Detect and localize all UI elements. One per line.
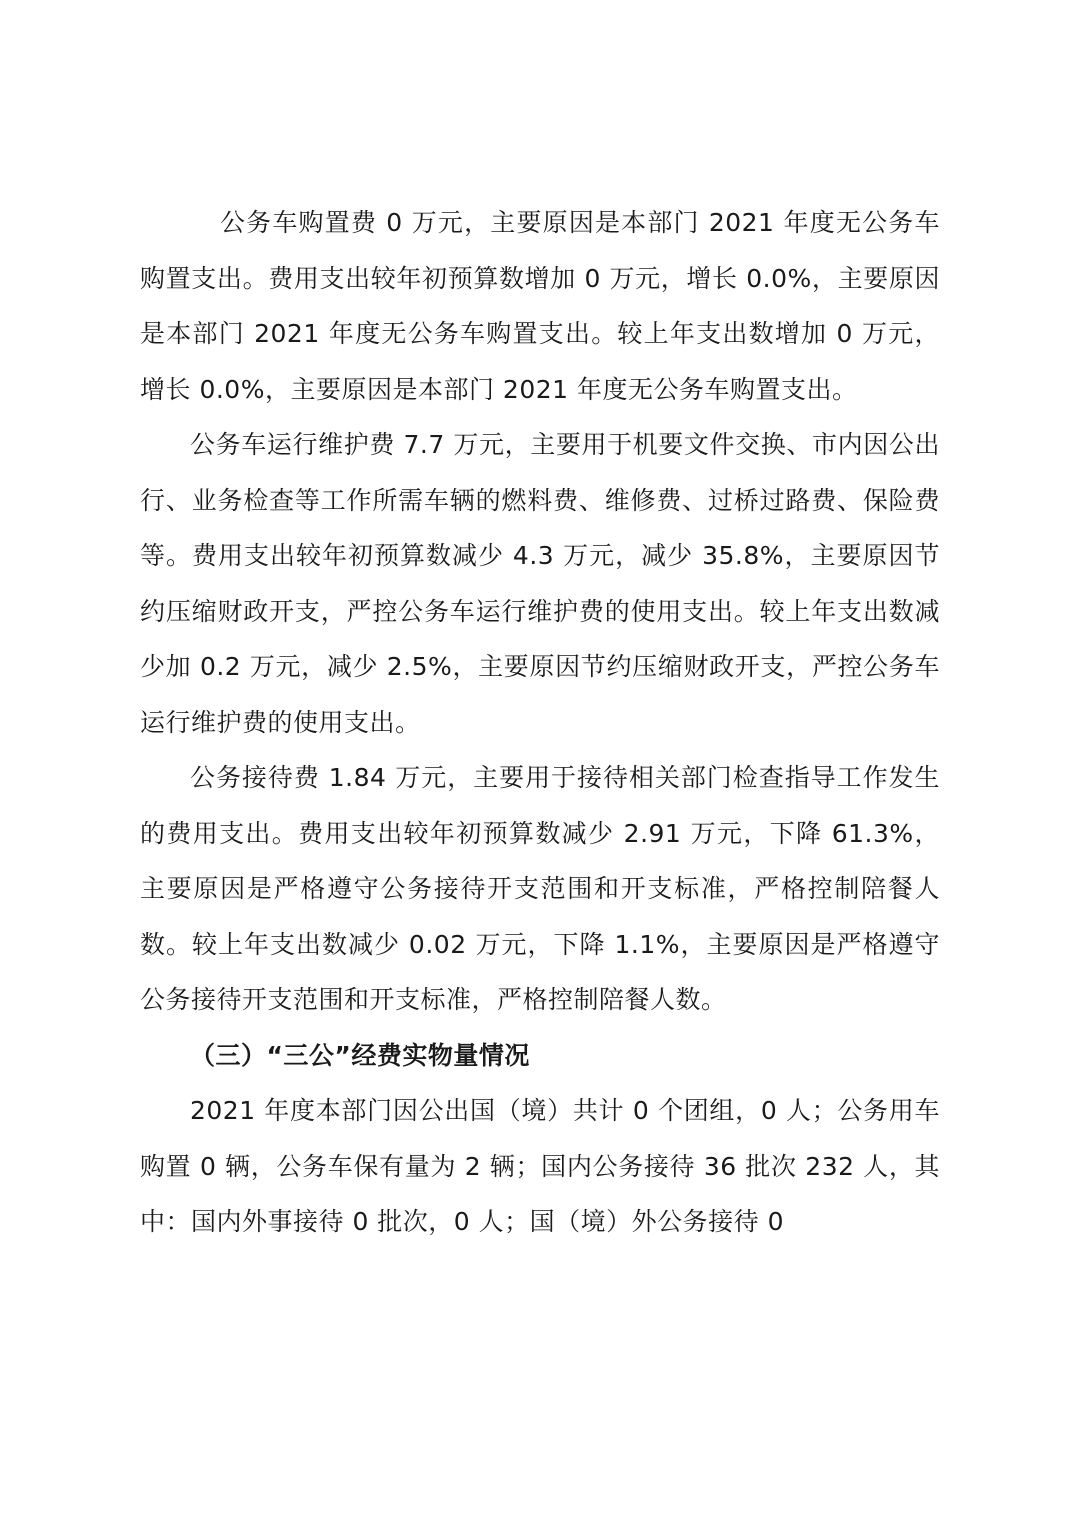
paragraph-vehicle-purchase-cost: 公务车购置费 0 万元，主要原因是本部门 2021 年度无公务车购置支出。费用支出较年初预算数增加 0 万元，增长 0.0%，主要原因是本部门 2021 年度无公务车购置支出。较上年支出数增加 0 万元，增长 0.0%，主要原因是本部门 2021 年度无公务车购置支出。 (140, 208, 940, 404)
paragraph-official-reception-cost: 公务接待费 1.84 万元，主要用于接待相关部门检查指导工作发生的费用支出。费用支出较年初预算数减少 2.91 万元，下降 61.3%，主要原因是严格遵守公务接待开支范围和开支标准，严格控制陪餐人数。较上年支出数减少 0.02 万元，下降 1.1%，主要原因是严格遵守公务接待开支范围和开支标准，严格控制陪餐人数。 (140, 763, 940, 1014)
paragraph-physical-quantity: 2021 年度本部门因公出国（境）共计 0 个团组，0 人；公务用车购置 0 辆，公务车保有量为 2 辆；国内公务接待 36 批次 232 人，其中：国内外事接待 0 批次，0 人；国（境）外公务接待 0 (140, 1096, 940, 1236)
section-heading: （三）“三公”经费实物量情况 (190, 1040, 530, 1070)
paragraph-vehicle-maintenance-cost: 公务车运行维护费 7.7 万元，主要用于机要文件交换、市内因公出行、业务检查等工作所需车辆的燃料费、维修费、过桥过路费、保险费等。费用支出较年初预算数减少 4.3 万元，减少 35.8%，主要原因节约压缩财政开支，严控公务车运行维护费的使用支出。较上年支出数减少加 0.2 万元，减少 2.5%，主要原因节约压缩财政开支，严控公务车运行维护费的使用支出。 (140, 430, 940, 737)
document-body (140, 195, 940, 1250)
